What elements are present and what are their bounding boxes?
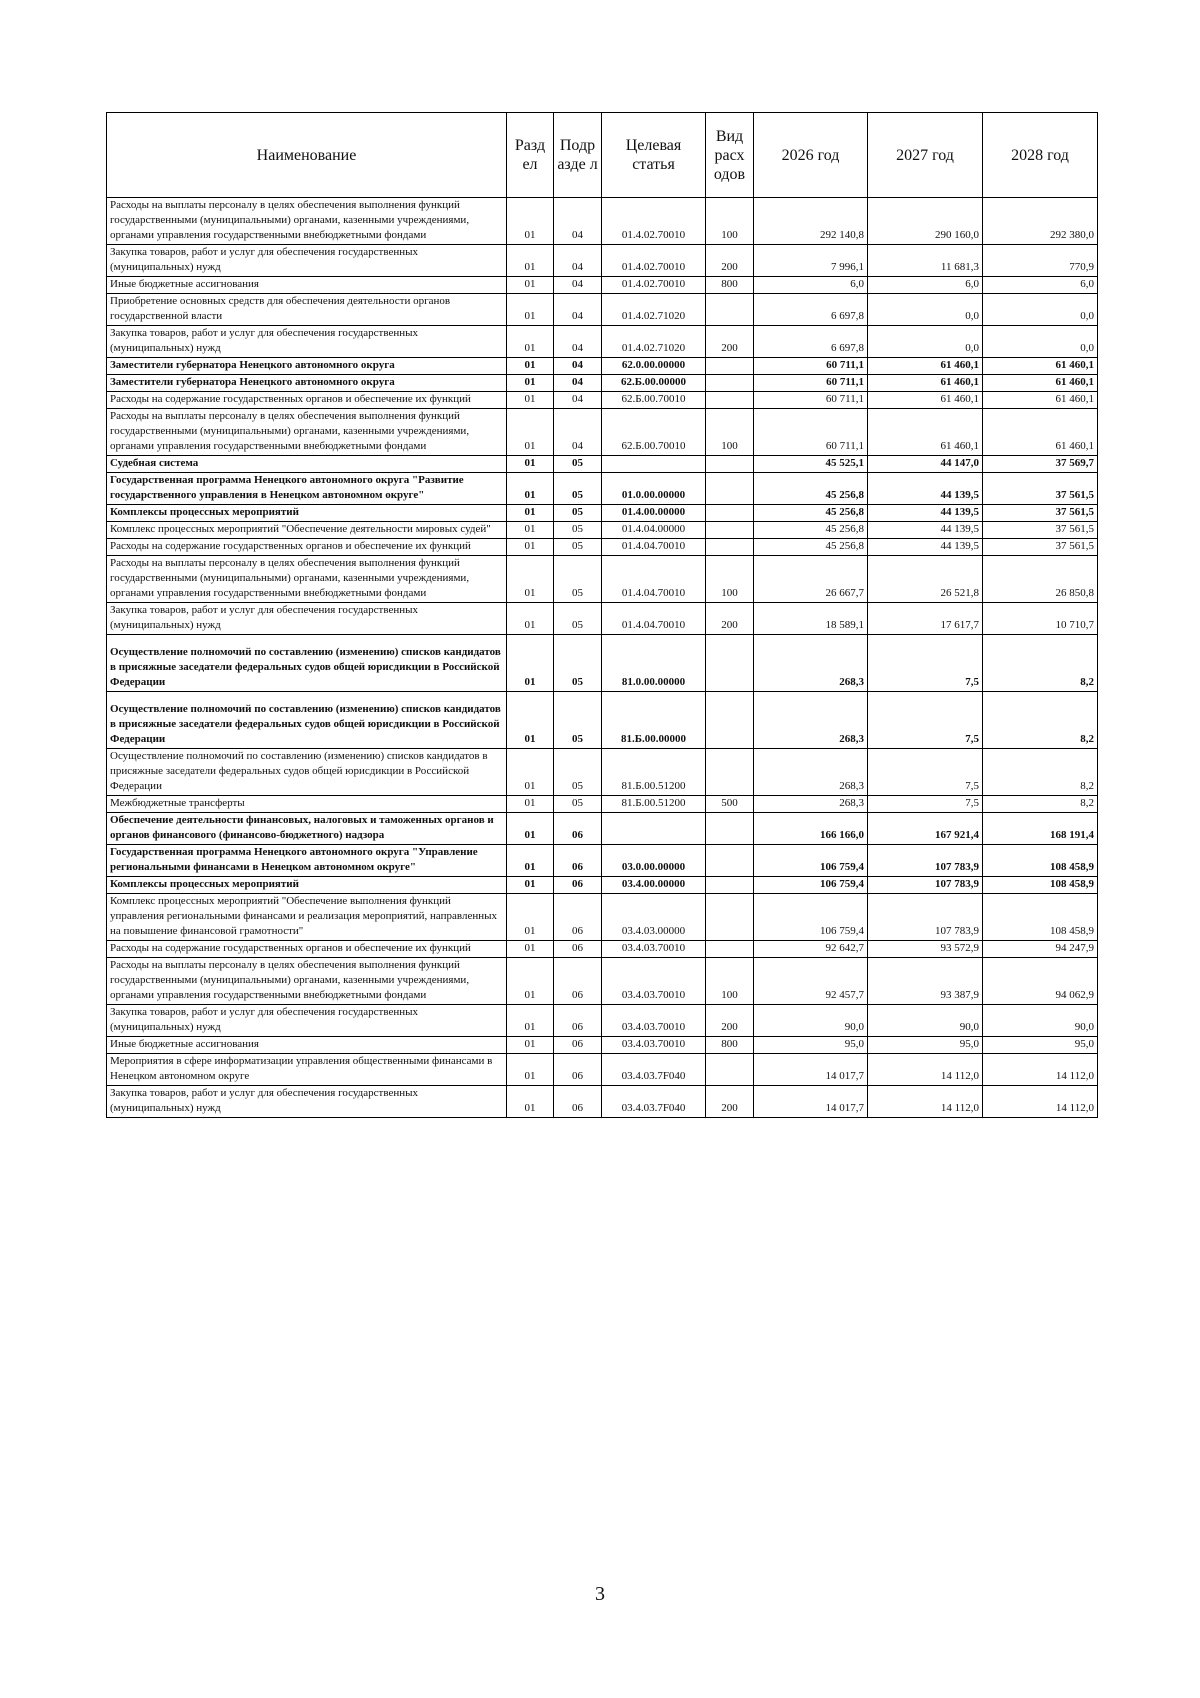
row-section-cell: 01 bbox=[507, 522, 554, 539]
row-expense-type-cell: 200 bbox=[706, 1005, 754, 1037]
row-section-cell: 01 bbox=[507, 358, 554, 375]
row-expense-type-cell bbox=[706, 358, 754, 375]
row-subsection-cell: 06 bbox=[554, 958, 602, 1005]
row-expense-type-cell: 200 bbox=[706, 603, 754, 635]
row-section-cell: 01 bbox=[507, 1054, 554, 1086]
row-target-article-cell: 03.4.00.00000 bbox=[602, 877, 706, 894]
row-target-article-cell: 01.4.00.00000 bbox=[602, 505, 706, 522]
row-name-cell: Расходы на выплаты персоналу в целях обеспечения выполнения функций государственными (муниципальными) органами, казенными учреждениями, органами управления государственными внебюджетными фондами bbox=[107, 409, 507, 456]
row-target-article-cell: 03.4.03.70010 bbox=[602, 1037, 706, 1054]
table-row bbox=[107, 603, 1098, 635]
row-value-2027-cell: 7,5 bbox=[868, 796, 983, 813]
row-target-article-cell: 01.4.02.70010 bbox=[602, 277, 706, 294]
row-value-2027-cell: 26 521,8 bbox=[868, 556, 983, 603]
row-name-cell: Расходы на выплаты персоналу в целях обеспечения выполнения функций государственными (муниципальными) органами, казенными учреждениями, органами управления государственными внебюджетными фондами bbox=[107, 556, 507, 603]
row-expense-type-cell: 200 bbox=[706, 1086, 754, 1118]
row-value-2028-cell: 108 458,9 bbox=[983, 845, 1098, 877]
row-target-article-cell: 62.Б.00.70010 bbox=[602, 392, 706, 409]
row-value-2028-cell: 108 458,9 bbox=[983, 877, 1098, 894]
row-value-2027-cell: 107 783,9 bbox=[868, 877, 983, 894]
table-row bbox=[107, 796, 1098, 813]
table-row bbox=[107, 294, 1098, 326]
row-name-cell: Осуществление полномочий по составлению (изменению) списков кандидатов в присяжные заседатели федеральных судов общей юрисдикции в Российской Федерации bbox=[107, 635, 507, 692]
row-value-2026-cell: 45 256,8 bbox=[754, 522, 868, 539]
row-section-cell: 01 bbox=[507, 958, 554, 1005]
row-expense-type-cell bbox=[706, 941, 754, 958]
row-value-2028-cell: 61 460,1 bbox=[983, 358, 1098, 375]
row-value-2027-cell: 107 783,9 bbox=[868, 845, 983, 877]
table-row bbox=[107, 749, 1098, 796]
row-value-2027-cell: 167 921,4 bbox=[868, 813, 983, 845]
row-name-cell: Закупка товаров, работ и услуг для обеспечения государственных (муниципальных) нужд bbox=[107, 1086, 507, 1118]
table-row bbox=[107, 958, 1098, 1005]
row-section-cell: 01 bbox=[507, 1005, 554, 1037]
row-expense-type-cell bbox=[706, 894, 754, 941]
row-subsection-cell: 06 bbox=[554, 845, 602, 877]
row-name-cell: Государственная программа Ненецкого автономного округа "Развитие государственного управления в Ненецком автономном округе" bbox=[107, 473, 507, 505]
row-value-2028-cell: 37 569,7 bbox=[983, 456, 1098, 473]
row-name-cell: Иные бюджетные ассигнования bbox=[107, 1037, 507, 1054]
row-subsection-cell: 06 bbox=[554, 941, 602, 958]
row-subsection-cell: 05 bbox=[554, 635, 602, 692]
row-value-2028-cell: 95,0 bbox=[983, 1037, 1098, 1054]
row-name-cell: Осуществление полномочий по составлению (изменению) списков кандидатов в присяжные заседатели федеральных судов общей юрисдикции в Российской Федерации bbox=[107, 692, 507, 749]
row-value-2027-cell: 90,0 bbox=[868, 1005, 983, 1037]
row-value-2028-cell: 14 112,0 bbox=[983, 1086, 1098, 1118]
row-expense-type-cell: 800 bbox=[706, 1037, 754, 1054]
row-expense-type-cell: 800 bbox=[706, 277, 754, 294]
row-target-article-cell: 03.4.03.7F040 bbox=[602, 1086, 706, 1118]
row-value-2027-cell: 61 460,1 bbox=[868, 375, 983, 392]
row-subsection-cell: 06 bbox=[554, 1054, 602, 1086]
row-name-cell: Закупка товаров, работ и услуг для обеспечения государственных (муниципальных) нужд bbox=[107, 326, 507, 358]
table-row bbox=[107, 245, 1098, 277]
header-expense-type: Вид расх одов bbox=[706, 113, 754, 198]
row-section-cell: 01 bbox=[507, 294, 554, 326]
row-subsection-cell: 05 bbox=[554, 505, 602, 522]
row-value-2026-cell: 92 457,7 bbox=[754, 958, 868, 1005]
row-value-2028-cell: 168 191,4 bbox=[983, 813, 1098, 845]
row-section-cell: 01 bbox=[507, 456, 554, 473]
row-name-cell: Обеспечение деятельности финансовых, налоговых и таможенных органов и органов финансового (финансово-бюджетного) надзора bbox=[107, 813, 507, 845]
row-section-cell: 01 bbox=[507, 941, 554, 958]
row-expense-type-cell: 100 bbox=[706, 409, 754, 456]
row-value-2027-cell: 44 139,5 bbox=[868, 473, 983, 505]
row-value-2026-cell: 292 140,8 bbox=[754, 198, 868, 245]
table-row bbox=[107, 845, 1098, 877]
row-expense-type-cell: 200 bbox=[706, 245, 754, 277]
row-value-2026-cell: 90,0 bbox=[754, 1005, 868, 1037]
row-expense-type-cell bbox=[706, 522, 754, 539]
row-value-2027-cell: 61 460,1 bbox=[868, 409, 983, 456]
row-expense-type-cell bbox=[706, 749, 754, 796]
row-section-cell: 01 bbox=[507, 692, 554, 749]
row-target-article-cell: 81.Б.00.51200 bbox=[602, 749, 706, 796]
row-value-2026-cell: 60 711,1 bbox=[754, 392, 868, 409]
row-value-2028-cell: 8,2 bbox=[983, 796, 1098, 813]
row-section-cell: 01 bbox=[507, 813, 554, 845]
row-target-article-cell: 01.0.00.00000 bbox=[602, 473, 706, 505]
row-subsection-cell: 05 bbox=[554, 456, 602, 473]
row-section-cell: 01 bbox=[507, 894, 554, 941]
row-value-2026-cell: 268,3 bbox=[754, 635, 868, 692]
row-name-cell: Комплекс процессных мероприятий "Обеспечение выполнения функций управления региональными финансами и реализация мероприятий, направленных на повышение финансовой грамотности" bbox=[107, 894, 507, 941]
row-expense-type-cell bbox=[706, 392, 754, 409]
table-row bbox=[107, 326, 1098, 358]
row-value-2027-cell: 14 112,0 bbox=[868, 1086, 983, 1118]
row-name-cell: Межбюджетные трансферты bbox=[107, 796, 507, 813]
row-value-2026-cell: 45 256,8 bbox=[754, 539, 868, 556]
table-row bbox=[107, 358, 1098, 375]
header-year-2028: 2028 год bbox=[983, 113, 1098, 198]
row-expense-type-cell: 100 bbox=[706, 198, 754, 245]
row-value-2028-cell: 37 561,5 bbox=[983, 522, 1098, 539]
row-value-2027-cell: 0,0 bbox=[868, 326, 983, 358]
row-value-2027-cell: 95,0 bbox=[868, 1037, 983, 1054]
row-subsection-cell: 04 bbox=[554, 392, 602, 409]
row-expense-type-cell bbox=[706, 813, 754, 845]
row-value-2027-cell: 6,0 bbox=[868, 277, 983, 294]
row-value-2028-cell: 37 561,5 bbox=[983, 505, 1098, 522]
row-value-2026-cell: 45 256,8 bbox=[754, 505, 868, 522]
header-target-article: Целевая статья bbox=[602, 113, 706, 198]
row-name-cell: Комплекс процессных мероприятий "Обеспечение деятельности мировых судей" bbox=[107, 522, 507, 539]
row-name-cell: Государственная программа Ненецкого автономного округа "Управление региональными финансами в Ненецком автономном округе" bbox=[107, 845, 507, 877]
row-expense-type-cell: 500 bbox=[706, 796, 754, 813]
table-row bbox=[107, 877, 1098, 894]
row-value-2028-cell: 94 062,9 bbox=[983, 958, 1098, 1005]
row-value-2026-cell: 14 017,7 bbox=[754, 1086, 868, 1118]
row-value-2028-cell: 26 850,8 bbox=[983, 556, 1098, 603]
row-value-2027-cell: 61 460,1 bbox=[868, 358, 983, 375]
table-row bbox=[107, 409, 1098, 456]
row-target-article-cell: 01.4.02.71020 bbox=[602, 294, 706, 326]
row-name-cell: Закупка товаров, работ и услуг для обеспечения государственных (муниципальных) нужд bbox=[107, 245, 507, 277]
row-subsection-cell: 04 bbox=[554, 198, 602, 245]
row-section-cell: 01 bbox=[507, 473, 554, 505]
row-name-cell: Расходы на выплаты персоналу в целях обеспечения выполнения функций государственными (муниципальными) органами, казенными учреждениями, органами управления государственными внебюджетными фондами bbox=[107, 958, 507, 1005]
table-row bbox=[107, 375, 1098, 392]
row-subsection-cell: 06 bbox=[554, 813, 602, 845]
row-expense-type-cell bbox=[706, 294, 754, 326]
row-subsection-cell: 04 bbox=[554, 326, 602, 358]
row-value-2026-cell: 26 667,7 bbox=[754, 556, 868, 603]
row-value-2027-cell: 17 617,7 bbox=[868, 603, 983, 635]
row-value-2028-cell: 770,9 bbox=[983, 245, 1098, 277]
row-subsection-cell: 06 bbox=[554, 1005, 602, 1037]
row-target-article-cell: 62.Б.00.70010 bbox=[602, 409, 706, 456]
row-expense-type-cell bbox=[706, 375, 754, 392]
row-subsection-cell: 04 bbox=[554, 245, 602, 277]
table-row bbox=[107, 1086, 1098, 1118]
row-value-2026-cell: 95,0 bbox=[754, 1037, 868, 1054]
row-value-2026-cell: 6,0 bbox=[754, 277, 868, 294]
row-value-2026-cell: 6 697,8 bbox=[754, 294, 868, 326]
row-section-cell: 01 bbox=[507, 277, 554, 294]
row-section-cell: 01 bbox=[507, 505, 554, 522]
row-target-article-cell: 03.4.03.70010 bbox=[602, 1005, 706, 1037]
row-expense-type-cell bbox=[706, 539, 754, 556]
row-value-2027-cell: 11 681,3 bbox=[868, 245, 983, 277]
table-row bbox=[107, 635, 1098, 692]
row-target-article-cell: 01.4.04.70010 bbox=[602, 539, 706, 556]
row-target-article-cell: 01.4.02.70010 bbox=[602, 198, 706, 245]
table-row bbox=[107, 392, 1098, 409]
table-row bbox=[107, 522, 1098, 539]
row-value-2027-cell: 44 139,5 bbox=[868, 505, 983, 522]
header-subsection: Подр азде л bbox=[554, 113, 602, 198]
row-name-cell: Иные бюджетные ассигнования bbox=[107, 277, 507, 294]
row-value-2028-cell: 8,2 bbox=[983, 635, 1098, 692]
row-value-2026-cell: 60 711,1 bbox=[754, 409, 868, 456]
table-row bbox=[107, 1054, 1098, 1086]
table-row bbox=[107, 1005, 1098, 1037]
row-section-cell: 01 bbox=[507, 603, 554, 635]
row-target-article-cell bbox=[602, 813, 706, 845]
row-value-2026-cell: 45 256,8 bbox=[754, 473, 868, 505]
row-value-2028-cell: 61 460,1 bbox=[983, 375, 1098, 392]
row-target-article-cell: 81.Б.00.00000 bbox=[602, 692, 706, 749]
table-row bbox=[107, 539, 1098, 556]
row-expense-type-cell bbox=[706, 456, 754, 473]
row-section-cell: 01 bbox=[507, 1037, 554, 1054]
row-value-2027-cell: 44 139,5 bbox=[868, 522, 983, 539]
row-section-cell: 01 bbox=[507, 375, 554, 392]
row-value-2027-cell: 0,0 bbox=[868, 294, 983, 326]
row-value-2028-cell: 0,0 bbox=[983, 326, 1098, 358]
row-name-cell: Закупка товаров, работ и услуг для обеспечения государственных (муниципальных) нужд bbox=[107, 603, 507, 635]
row-value-2028-cell: 61 460,1 bbox=[983, 409, 1098, 456]
row-target-article-cell: 03.4.03.70010 bbox=[602, 958, 706, 1005]
row-value-2027-cell: 93 572,9 bbox=[868, 941, 983, 958]
row-name-cell: Расходы на содержание государственных органов и обеспечение их функций bbox=[107, 392, 507, 409]
row-subsection-cell: 04 bbox=[554, 409, 602, 456]
row-name-cell: Закупка товаров, работ и услуг для обеспечения государственных (муниципальных) нужд bbox=[107, 1005, 507, 1037]
row-value-2026-cell: 268,3 bbox=[754, 796, 868, 813]
header-year-2027: 2027 год bbox=[868, 113, 983, 198]
row-value-2026-cell: 60 711,1 bbox=[754, 358, 868, 375]
row-value-2026-cell: 45 525,1 bbox=[754, 456, 868, 473]
table-row bbox=[107, 473, 1098, 505]
header-name: Наименование bbox=[107, 113, 507, 198]
row-value-2027-cell: 61 460,1 bbox=[868, 392, 983, 409]
row-section-cell: 01 bbox=[507, 326, 554, 358]
table-body bbox=[107, 198, 1098, 1118]
row-value-2027-cell: 44 147,0 bbox=[868, 456, 983, 473]
row-target-article-cell bbox=[602, 456, 706, 473]
row-subsection-cell: 06 bbox=[554, 1037, 602, 1054]
row-subsection-cell: 04 bbox=[554, 375, 602, 392]
row-expense-type-cell bbox=[706, 1054, 754, 1086]
row-value-2028-cell: 0,0 bbox=[983, 294, 1098, 326]
row-expense-type-cell: 100 bbox=[706, 958, 754, 1005]
row-section-cell: 01 bbox=[507, 392, 554, 409]
row-subsection-cell: 05 bbox=[554, 603, 602, 635]
table-row bbox=[107, 941, 1098, 958]
table-row bbox=[107, 505, 1098, 522]
row-target-article-cell: 03.0.00.00000 bbox=[602, 845, 706, 877]
row-value-2026-cell: 106 759,4 bbox=[754, 845, 868, 877]
row-subsection-cell: 06 bbox=[554, 877, 602, 894]
row-subsection-cell: 06 bbox=[554, 894, 602, 941]
row-name-cell: Мероприятия в сфере информатизации управления общественными финансами в Ненецком автономном округе bbox=[107, 1054, 507, 1086]
row-name-cell: Расходы на содержание государственных органов и обеспечение их функций bbox=[107, 539, 507, 556]
table-row bbox=[107, 894, 1098, 941]
row-target-article-cell: 81.0.00.00000 bbox=[602, 635, 706, 692]
row-target-article-cell: 01.4.04.70010 bbox=[602, 556, 706, 603]
row-name-cell: Заместители губернатора Ненецкого автономного округа bbox=[107, 358, 507, 375]
row-subsection-cell: 04 bbox=[554, 358, 602, 375]
row-expense-type-cell bbox=[706, 505, 754, 522]
row-value-2028-cell: 6,0 bbox=[983, 277, 1098, 294]
row-value-2028-cell: 90,0 bbox=[983, 1005, 1098, 1037]
row-target-article-cell: 01.4.02.70010 bbox=[602, 245, 706, 277]
row-name-cell: Приобретение основных средств для обеспечения деятельности органов государственной власти bbox=[107, 294, 507, 326]
row-value-2026-cell: 14 017,7 bbox=[754, 1054, 868, 1086]
row-name-cell: Расходы на содержание государственных органов и обеспечение их функций bbox=[107, 941, 507, 958]
table-header-row bbox=[107, 113, 1098, 198]
row-target-article-cell: 01.4.04.70010 bbox=[602, 603, 706, 635]
row-subsection-cell: 04 bbox=[554, 294, 602, 326]
page-number: 3 bbox=[595, 1583, 605, 1605]
table-row bbox=[107, 277, 1098, 294]
row-target-article-cell: 01.4.02.71020 bbox=[602, 326, 706, 358]
table-row bbox=[107, 1037, 1098, 1054]
row-value-2028-cell: 10 710,7 bbox=[983, 603, 1098, 635]
row-subsection-cell: 05 bbox=[554, 692, 602, 749]
row-expense-type-cell bbox=[706, 473, 754, 505]
row-value-2028-cell: 61 460,1 bbox=[983, 392, 1098, 409]
row-section-cell: 01 bbox=[507, 245, 554, 277]
row-subsection-cell: 05 bbox=[554, 556, 602, 603]
row-value-2026-cell: 268,3 bbox=[754, 749, 868, 796]
row-value-2026-cell: 7 996,1 bbox=[754, 245, 868, 277]
table-row bbox=[107, 556, 1098, 603]
table-row bbox=[107, 198, 1098, 245]
header-section: Разд ел bbox=[507, 113, 554, 198]
row-target-article-cell: 62.Б.00.00000 bbox=[602, 375, 706, 392]
row-section-cell: 01 bbox=[507, 198, 554, 245]
row-value-2026-cell: 166 166,0 bbox=[754, 813, 868, 845]
row-value-2028-cell: 108 458,9 bbox=[983, 894, 1098, 941]
row-expense-type-cell: 100 bbox=[706, 556, 754, 603]
row-value-2026-cell: 92 642,7 bbox=[754, 941, 868, 958]
row-section-cell: 01 bbox=[507, 635, 554, 692]
row-value-2027-cell: 7,5 bbox=[868, 749, 983, 796]
row-section-cell: 01 bbox=[507, 845, 554, 877]
row-value-2028-cell: 37 561,5 bbox=[983, 539, 1098, 556]
row-expense-type-cell bbox=[706, 635, 754, 692]
row-subsection-cell: 04 bbox=[554, 277, 602, 294]
row-value-2028-cell: 8,2 bbox=[983, 692, 1098, 749]
row-value-2026-cell: 106 759,4 bbox=[754, 877, 868, 894]
row-expense-type-cell bbox=[706, 845, 754, 877]
budget-table bbox=[106, 112, 1098, 1118]
row-subsection-cell: 05 bbox=[554, 522, 602, 539]
row-value-2026-cell: 60 711,1 bbox=[754, 375, 868, 392]
row-name-cell: Судебная система bbox=[107, 456, 507, 473]
row-name-cell: Расходы на выплаты персоналу в целях обеспечения выполнения функций государственными (муниципальными) органами, казенными учреждениями, органами управления государственными внебюджетными фондами bbox=[107, 198, 507, 245]
row-name-cell: Осуществление полномочий по составлению (изменению) списков кандидатов в присяжные заседатели федеральных судов общей юрисдикции в Российской Федерации bbox=[107, 749, 507, 796]
row-value-2026-cell: 6 697,8 bbox=[754, 326, 868, 358]
row-value-2027-cell: 14 112,0 bbox=[868, 1054, 983, 1086]
row-subsection-cell: 05 bbox=[554, 473, 602, 505]
row-subsection-cell: 05 bbox=[554, 749, 602, 796]
row-subsection-cell: 05 bbox=[554, 796, 602, 813]
row-target-article-cell: 03.4.03.70010 bbox=[602, 941, 706, 958]
row-value-2026-cell: 106 759,4 bbox=[754, 894, 868, 941]
row-value-2026-cell: 18 589,1 bbox=[754, 603, 868, 635]
table-row bbox=[107, 692, 1098, 749]
row-target-article-cell: 03.4.03.7F040 bbox=[602, 1054, 706, 1086]
row-section-cell: 01 bbox=[507, 556, 554, 603]
row-value-2028-cell: 8,2 bbox=[983, 749, 1098, 796]
row-name-cell: Комплексы процессных мероприятий bbox=[107, 505, 507, 522]
row-value-2028-cell: 292 380,0 bbox=[983, 198, 1098, 245]
row-value-2027-cell: 7,5 bbox=[868, 635, 983, 692]
row-value-2026-cell: 268,3 bbox=[754, 692, 868, 749]
row-value-2028-cell: 14 112,0 bbox=[983, 1054, 1098, 1086]
row-section-cell: 01 bbox=[507, 877, 554, 894]
row-target-article-cell: 01.4.04.00000 bbox=[602, 522, 706, 539]
row-section-cell: 01 bbox=[507, 409, 554, 456]
row-value-2027-cell: 107 783,9 bbox=[868, 894, 983, 941]
row-value-2027-cell: 7,5 bbox=[868, 692, 983, 749]
table-row bbox=[107, 456, 1098, 473]
row-expense-type-cell bbox=[706, 877, 754, 894]
row-value-2027-cell: 290 160,0 bbox=[868, 198, 983, 245]
row-value-2027-cell: 93 387,9 bbox=[868, 958, 983, 1005]
row-target-article-cell: 03.4.03.00000 bbox=[602, 894, 706, 941]
row-subsection-cell: 05 bbox=[554, 539, 602, 556]
row-section-cell: 01 bbox=[507, 796, 554, 813]
table-row bbox=[107, 813, 1098, 845]
row-name-cell: Комплексы процессных мероприятий bbox=[107, 877, 507, 894]
row-section-cell: 01 bbox=[507, 1086, 554, 1118]
row-value-2027-cell: 44 139,5 bbox=[868, 539, 983, 556]
row-target-article-cell: 62.0.00.00000 bbox=[602, 358, 706, 375]
row-name-cell: Заместители губернатора Ненецкого автономного округа bbox=[107, 375, 507, 392]
row-section-cell: 01 bbox=[507, 539, 554, 556]
row-expense-type-cell bbox=[706, 692, 754, 749]
row-value-2028-cell: 37 561,5 bbox=[983, 473, 1098, 505]
row-subsection-cell: 06 bbox=[554, 1086, 602, 1118]
row-target-article-cell: 81.Б.00.51200 bbox=[602, 796, 706, 813]
header-year-2026: 2026 год bbox=[754, 113, 868, 198]
row-expense-type-cell: 200 bbox=[706, 326, 754, 358]
row-value-2028-cell: 94 247,9 bbox=[983, 941, 1098, 958]
row-section-cell: 01 bbox=[507, 749, 554, 796]
